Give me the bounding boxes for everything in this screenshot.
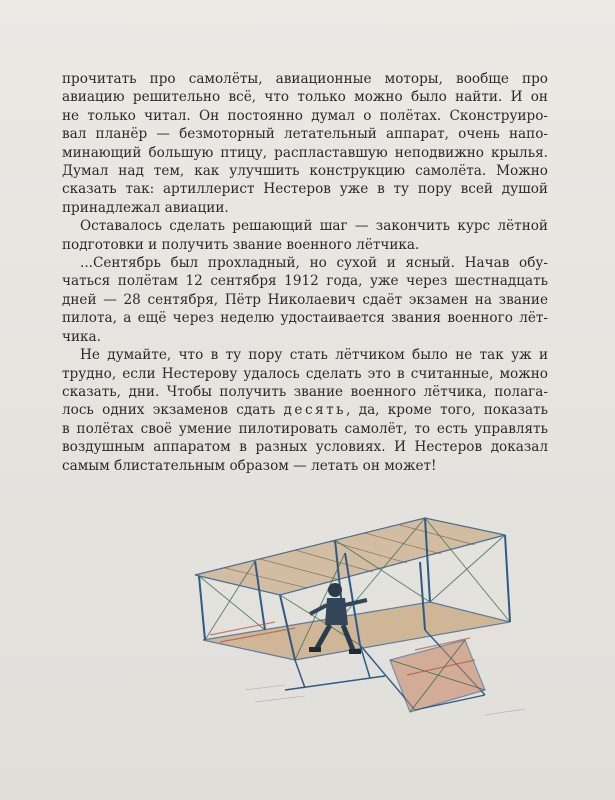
text-line	[62, 401, 548, 419]
text-line: самым блистательным образом — летать он может!	[62, 457, 437, 474]
emphasized-word: десять	[283, 402, 347, 419]
text-line: Оставалось сделать решающий шаг — закончить курс лётной	[80, 218, 548, 235]
text-line: вал планёр — безмоторный летательный аппарат, очень напо-	[62, 126, 548, 143]
text-line: сказать, дни. Чтобы получить звание военного лётчика, полага-	[62, 383, 548, 400]
text-line: принадлежал авиации.	[62, 199, 229, 216]
text-fragment: , да, кроме того, показать	[346, 402, 549, 419]
text-line: в полётах своё умение пилотировать самолёт, то есть управлять	[62, 420, 548, 437]
text-line: трудно, если Нестерову удалось сделать это в считанные, можно	[62, 365, 548, 382]
paragraph-3	[62, 254, 548, 346]
text-block	[62, 70, 548, 475]
text-line: прочитать про самолёты, авиационные моторы, вообще про	[62, 71, 548, 87]
text-line: воздушным аппаратом в разных условиях. И Нестеров доказал	[62, 439, 548, 456]
text-line: минающий большую птицу, распластавшую неподвижно крылья.	[62, 144, 548, 161]
text-line: не только читал. Он постоянно думал о полётах. Сконструиро-	[62, 107, 548, 124]
text-line: пилота, а ещё через неделю удостаивается звания военного лёт-	[62, 310, 548, 327]
text-line: сказать так: артиллерист Нестеров уже в ту пору всей душой	[62, 181, 548, 198]
text-line: авиацию решительно всё, что только можно было найти. И он	[62, 89, 548, 106]
text-line: Думал над тем, как улучшить конструкцию самолёта. Можно	[62, 163, 548, 180]
text-line: ...Сентябрь был прохладный, но сухой и ясный. Начав обу-	[80, 255, 548, 272]
text-line: дней — 28 сентября, Пётр Николаевич сдаёт экзамен на звание	[62, 291, 548, 308]
biplane-illustration	[185, 490, 545, 750]
text-line: Не думайте, что в ту пору стать лётчиком было не так уж и	[80, 347, 548, 364]
text-line: чаться полётам 12 сентября 1912 года, уже через шестнадцать	[62, 273, 548, 290]
text-line: чика.	[62, 328, 101, 345]
text-fragment: лось одних экзаменов сдать	[62, 402, 276, 419]
paragraph-1	[62, 70, 548, 217]
text-line: подготовки и получить звание военного лётчика.	[62, 236, 420, 253]
paragraph-4	[62, 346, 548, 475]
paragraph-2	[62, 217, 548, 254]
